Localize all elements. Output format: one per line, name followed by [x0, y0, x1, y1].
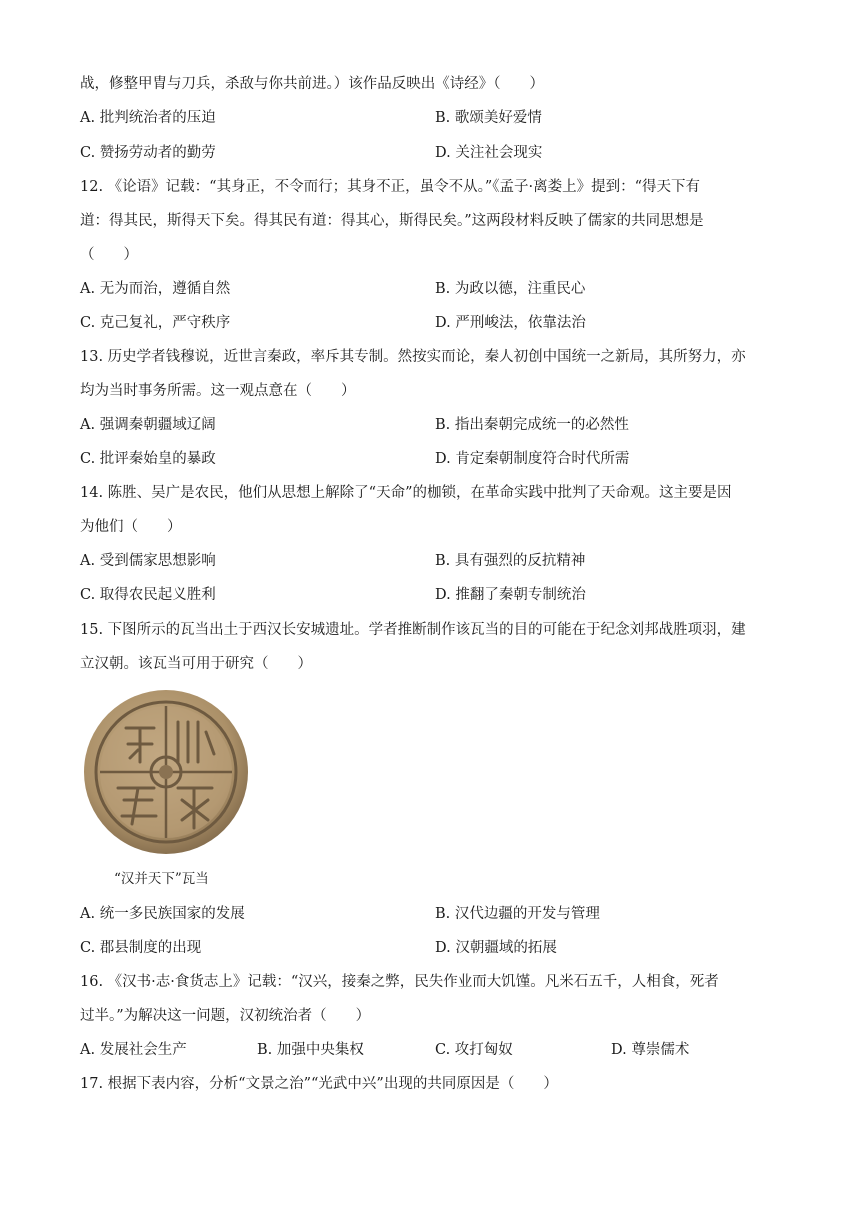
q17-stem-line-1: 17. 根据下表内容，分析“文景之治”“光武中兴”出现的共同原因是（ ） [80, 1076, 558, 1092]
q14-option-d: D. 推翻了秦朝专制统治 [435, 587, 586, 603]
q14-stem-line-1: 14. 陈胜、吴广是农民，他们从思想上解除了“天命”的枷锁，在革命实践中批判了天命观。这主要是因 [80, 485, 732, 501]
q13-option-d: D. 肯定秦朝制度符合时代所需 [435, 451, 630, 467]
q15-stem-line-1: 15. 下图所示的瓦当出土于西汉长安城遗址。学者推断制作该瓦当的目的可能在于纪念刘邦战胜项羽，建 [80, 622, 746, 638]
q11-option-d: D. 关注社会现实 [435, 145, 543, 161]
q16-option-b: B. 加强中央集权 [257, 1042, 364, 1058]
q11-continuation: 战，修整甲胄与刀兵，杀敌与你共前进。）该作品反映出《诗经》（ ） [80, 76, 544, 92]
q12-option-a: A. 无为而治，遵循自然 [80, 281, 231, 297]
q15-option-b: B. 汉代边疆的开发与管理 [435, 906, 600, 922]
q15-stem-line-2: 立汉朝。该瓦当可用于研究（ ） [80, 656, 312, 672]
q12-stem-line-2: 道：得其民，斯得天下矣。得其民有道：得其心，斯得民矣。”这两段材料反映了儒家的共同思想是 [80, 213, 704, 229]
q13-stem-line-2: 均为当时事务所需。这一观点意在（ ） [80, 383, 356, 399]
tile-caption: “汉并天下”瓦当 [114, 871, 209, 887]
q12-option-d: D. 严刑峻法，依靠法治 [435, 315, 586, 331]
q12-stem-line-1: 12. 《论语》记载：“其身正，不令而行；其身不正，虽令不从。”《孟子·离娄上》提到：“得天下有 [80, 179, 701, 195]
q15-option-a: A. 统一多民族国家的发展 [80, 906, 245, 922]
q14-stem-line-2: 为他们（ ） [80, 519, 182, 535]
q11-option-b: B. 歌颂美好爱情 [435, 110, 542, 126]
q16-option-a: A. 发展社会生产 [80, 1042, 187, 1058]
q16-option-c: C. 攻打匈奴 [435, 1042, 513, 1058]
q11-option-a: A. 批判统治者的压迫 [80, 110, 216, 126]
q13-stem-line-1: 13. 历史学者钱穆说，近世言秦政，率斥其专制。然按实而论，秦人初创中国统一之新局，其所努力，亦 [80, 349, 746, 365]
q15-option-c: C. 郡县制度的出现 [80, 940, 202, 956]
q11-option-c: C. 赞扬劳动者的勤劳 [80, 145, 216, 161]
q12-stem-line-3: （ ） [80, 247, 138, 263]
q16-stem-line-2: 过半。”为解决这一问题，汉初统治者（ ） [80, 1008, 371, 1024]
q12-option-b: B. 为政以德，注重民心 [435, 281, 586, 297]
q14-option-c: C. 取得农民起义胜利 [80, 587, 216, 603]
q13-option-b: B. 指出秦朝完成统一的必然性 [435, 417, 629, 433]
roof-tile-image [82, 688, 250, 856]
q13-option-c: C. 批评秦始皇的暴政 [80, 451, 216, 467]
q16-option-d: D. 尊崇儒术 [611, 1042, 690, 1058]
q15-option-d: D. 汉朝疆域的拓展 [435, 940, 557, 956]
q14-option-b: B. 具有强烈的反抗精神 [435, 553, 586, 569]
q13-option-a: A. 强调秦朝疆域辽阔 [80, 417, 216, 433]
q16-stem-line-1: 16. 《汉书·志·食货志上》记载：“汉兴，接秦之弊，民失作业而大饥馑。凡米石五千，人相食，死者 [80, 974, 719, 990]
q12-option-c: C. 克己复礼，严守秩序 [80, 315, 231, 331]
q14-option-a: A. 受到儒家思想影响 [80, 553, 216, 569]
